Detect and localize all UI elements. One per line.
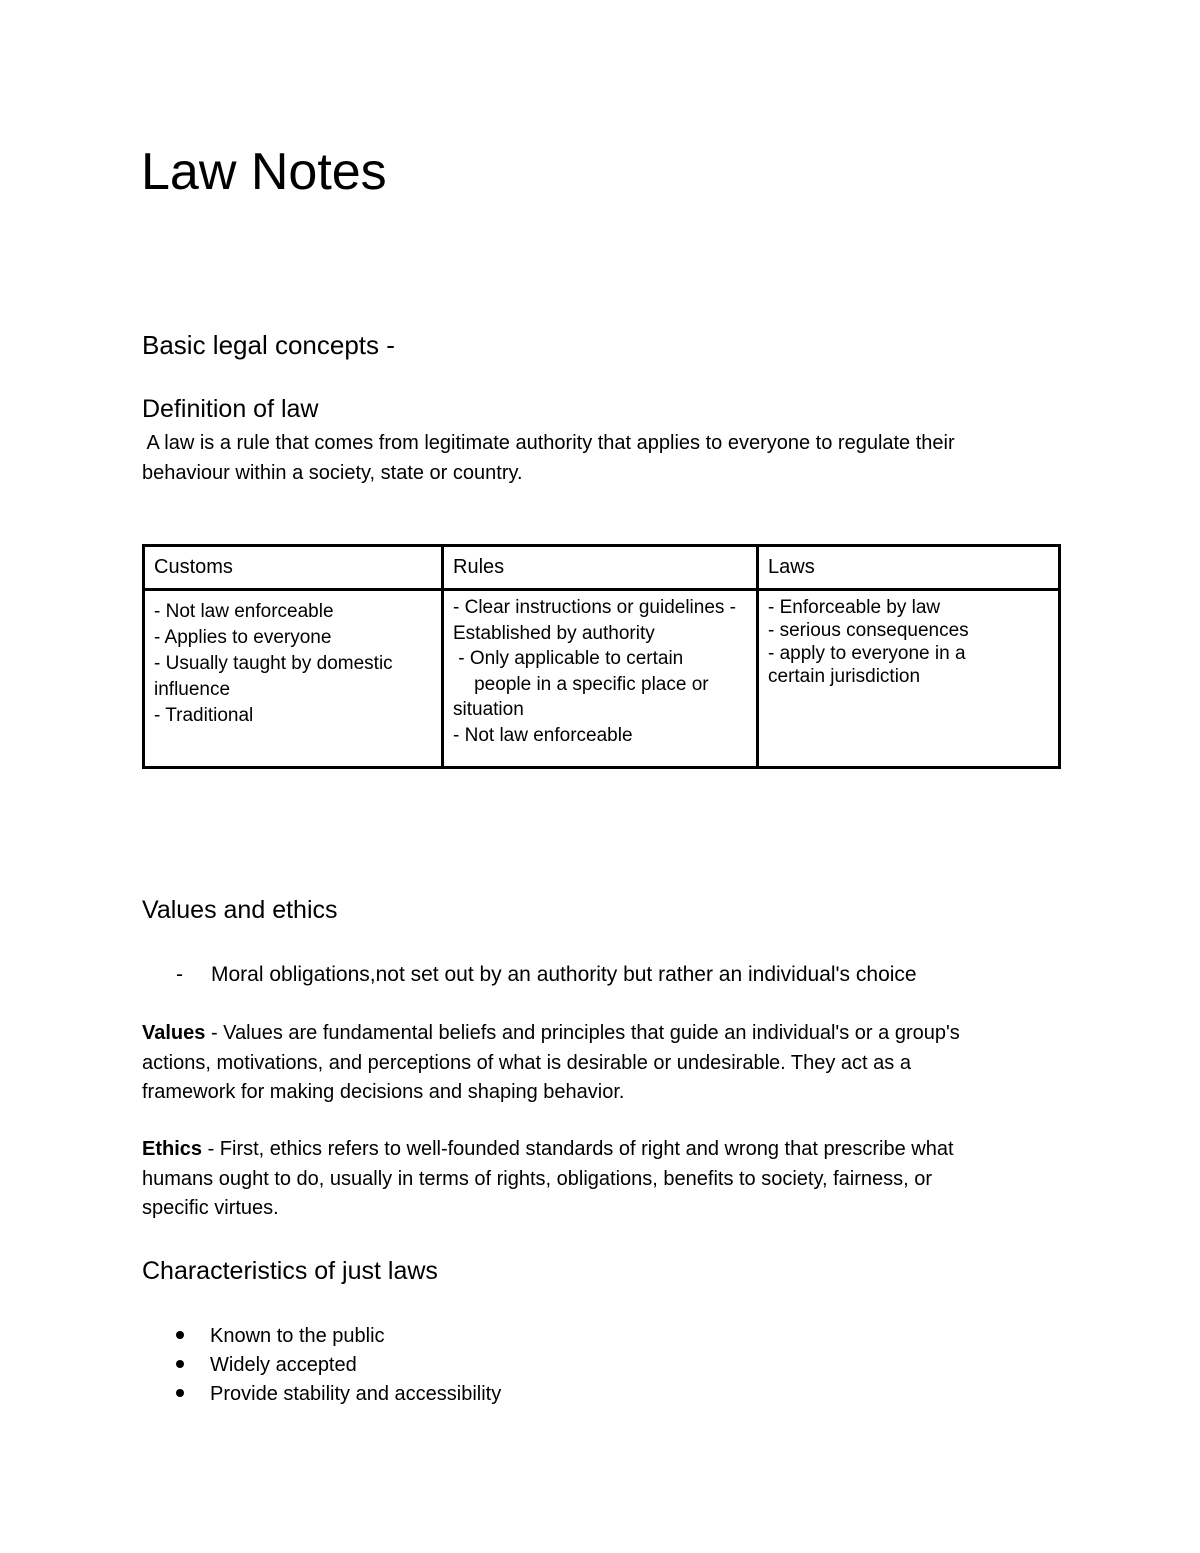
comparison-table: [142, 544, 1061, 769]
laws-line: - Enforceable by law: [768, 597, 941, 618]
list-item: [176, 1322, 501, 1351]
dash-list-item: [176, 960, 917, 990]
dash-item-text: Moral obligations,not set out by an authority but rather an individual's choice: [211, 963, 917, 986]
table-header-row: [144, 546, 1060, 590]
bullet-icon: [176, 1360, 184, 1368]
rules-line: situation: [453, 699, 524, 720]
rules-line: people in a specific place or: [453, 673, 709, 695]
heading-values-and-ethics: Values and ethics: [142, 896, 338, 924]
list-item-text: Provide stability and accessibility: [210, 1383, 502, 1405]
ethics-paragraph: [142, 1135, 954, 1224]
laws-line: - serious consequences: [768, 620, 969, 641]
table-row: [144, 590, 1060, 768]
customs-line: - Applies to everyone: [154, 627, 332, 648]
just-laws-list: [176, 1322, 501, 1409]
customs-line: - Usually taught by domestic: [154, 653, 393, 674]
list-item: [176, 1351, 501, 1380]
header-customs: Customs: [144, 546, 443, 590]
cell-rules: [443, 590, 758, 768]
heading-characteristics-of-just-laws: Characteristics of just laws: [142, 1257, 438, 1285]
values-line: framework for making decisions and shaping behavior.: [142, 1081, 625, 1103]
bullet-icon: [176, 1389, 184, 1397]
rules-line: Established by authority: [453, 622, 655, 644]
values-line: - Values are fundamental beliefs and principles that guide an individual's or a group's: [205, 1022, 960, 1044]
heading-definition-of-law: Definition of law: [142, 395, 319, 423]
section-heading-basic-legal-concepts: Basic legal concepts -: [142, 330, 395, 360]
ethics-term: Ethics: [142, 1138, 203, 1160]
ethics-line: humans ought to do, usually in terms of rights, obligations, benefits to society, fairness, or: [142, 1167, 933, 1190]
document-title: Law Notes: [141, 143, 387, 201]
list-item-text: Widely accepted: [210, 1354, 357, 1376]
dash-marker: -: [176, 963, 183, 986]
rules-line: - Clear instructions or guidelines -: [453, 597, 737, 618]
header-laws: Laws: [758, 546, 1060, 590]
values-paragraph: [142, 1019, 960, 1108]
cell-customs: [144, 590, 443, 768]
customs-line: - Not law enforceable: [154, 601, 334, 622]
list-item: [176, 1380, 501, 1409]
rules-line: - Not law enforceable: [453, 724, 633, 746]
ethics-line: specific virtues.: [142, 1197, 279, 1219]
customs-line: - Traditional: [154, 705, 254, 726]
definition-line-2: behaviour within a society, state or country.: [142, 462, 523, 484]
values-line: actions, motivations, and perceptions of what is desirable or undesirable. They act as a: [142, 1051, 911, 1074]
ethics-line: - First, ethics refers to well-founded standards of right and wrong that prescribe what: [202, 1138, 954, 1160]
bullet-icon: [176, 1331, 184, 1339]
values-term: Values: [142, 1022, 206, 1044]
laws-line: - apply to everyone in a: [768, 643, 966, 664]
rules-line: - Only applicable to certain: [453, 648, 684, 669]
cell-laws: [758, 590, 1060, 768]
definition-line-1: A law is a rule that comes from legitimate authority that applies to everyone to regulate their: [142, 432, 955, 454]
laws-line: certain jurisdiction: [768, 666, 921, 687]
header-rules: Rules: [443, 546, 758, 590]
list-item-text: Known to the public: [210, 1325, 385, 1347]
customs-line: influence: [154, 679, 231, 700]
